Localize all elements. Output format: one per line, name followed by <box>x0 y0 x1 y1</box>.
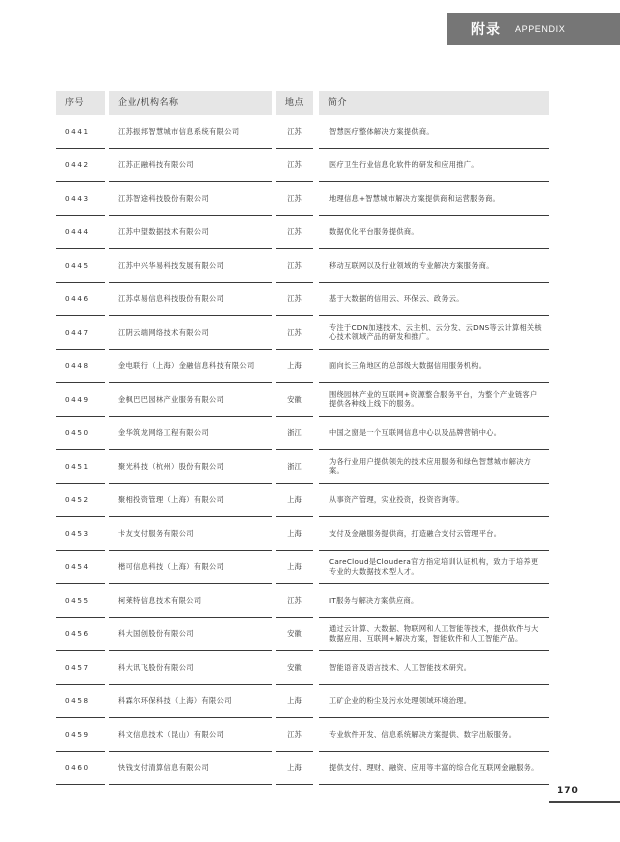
table-row <box>56 350 549 384</box>
row-description: CareCloud是Cloudera官方指定培训认证机构，致力于培养更专业的大数据技术型人才。 <box>319 551 549 585</box>
row-description: 专注于CDN加速技术、云主机、云分发、云DNS等云计算相关核心技术领域产品的研发和推广。 <box>319 316 549 350</box>
row-seq: 0448 <box>56 350 105 384</box>
page-number-rule <box>549 801 620 803</box>
row-company-name: 科文信息技术（昆山）有限公司 <box>109 718 272 752</box>
row-company-name: 金华筑龙网络工程有限公司 <box>109 417 272 451</box>
table-body <box>56 115 549 785</box>
table-row <box>56 383 549 417</box>
row-company-name: 科霖尔环保科技（上海）有限公司 <box>109 685 272 719</box>
row-company-name: 科大讯飞股份有限公司 <box>109 651 272 685</box>
row-description: 围绕园林产业的互联网+资源整合服务平台，为整个产业链客户提供各种线上线下的服务。 <box>319 383 549 417</box>
row-company-name: 江苏振邦智慧城市信息系统有限公司 <box>109 115 272 149</box>
row-seq: 0456 <box>56 618 105 652</box>
table-row <box>56 517 549 551</box>
table-row <box>56 182 549 216</box>
row-company-name: 卡友支付服务有限公司 <box>109 517 272 551</box>
row-company-name: 江苏中望数据技术有限公司 <box>109 216 272 250</box>
row-description: 移动互联网以及行业领域的专业解决方案服务商。 <box>319 249 549 283</box>
header-description: 简介 <box>319 91 549 115</box>
row-description: 智慧医疗整体解决方案提供商。 <box>319 115 549 149</box>
row-seq: 0458 <box>56 685 105 719</box>
company-table <box>56 91 549 785</box>
row-seq: 0444 <box>56 216 105 250</box>
row-location: 安徽 <box>276 618 313 652</box>
row-location: 安徽 <box>276 383 313 417</box>
appendix-title-cn: 附录 <box>471 22 501 38</box>
row-location: 浙江 <box>276 417 313 451</box>
row-description: 数据优化平台服务提供商。 <box>319 216 549 250</box>
row-seq: 0452 <box>56 484 105 518</box>
header-seq: 序号 <box>56 91 105 115</box>
row-description: 通过云计算、大数据、物联网和人工智能等技术，提供软件与大数据应用、互联网+解决方案，智能软件和人工智能产品。 <box>319 618 549 652</box>
row-company-name: 江阴云端网络技术有限公司 <box>109 316 272 350</box>
table-row <box>56 249 549 283</box>
table-row <box>56 551 549 585</box>
table-row <box>56 685 549 719</box>
row-location: 上海 <box>276 484 313 518</box>
row-description: 提供支付、理财、融资、应用等丰富的综合化互联网金融服务。 <box>319 752 549 786</box>
row-location: 上海 <box>276 350 313 384</box>
table-row <box>56 484 549 518</box>
row-location: 江苏 <box>276 718 313 752</box>
table-row <box>56 216 549 250</box>
row-company-name: 金电联行（上海）金融信息科技有限公司 <box>109 350 272 384</box>
row-location: 江苏 <box>276 149 313 183</box>
row-seq: 0451 <box>56 450 105 484</box>
row-seq: 0443 <box>56 182 105 216</box>
table-row <box>56 417 549 451</box>
row-description: 医疗卫生行业信息化软件的研发和应用推广。 <box>319 149 549 183</box>
appendix-title-en: APPENDIX <box>515 24 566 34</box>
table-row <box>56 584 549 618</box>
row-seq: 0447 <box>56 316 105 350</box>
row-location: 江苏 <box>276 316 313 350</box>
table-row <box>56 115 549 149</box>
table-header <box>56 91 549 115</box>
row-company-name: 聚光科技（杭州）股份有限公司 <box>109 450 272 484</box>
row-company-name: 楷可信息科技（上海）有限公司 <box>109 551 272 585</box>
row-description: 从事资产管理，实业投资，投资咨询等。 <box>319 484 549 518</box>
header-name: 企业/机构名称 <box>109 91 272 115</box>
row-company-name: 江苏智途科技股份有限公司 <box>109 182 272 216</box>
page-number: 170 <box>557 786 579 796</box>
row-description: 智能语音及语言技术、人工智能技术研究。 <box>319 651 549 685</box>
row-location: 上海 <box>276 752 313 786</box>
row-seq: 0459 <box>56 718 105 752</box>
row-company-name: 江苏卓易信息科技股份有限公司 <box>109 283 272 317</box>
row-location: 浙江 <box>276 450 313 484</box>
table-row <box>56 450 549 484</box>
row-description: 地理信息+智慧城市解决方案提供商和运营服务商。 <box>319 182 549 216</box>
table-row <box>56 718 549 752</box>
row-seq: 0446 <box>56 283 105 317</box>
row-seq: 0442 <box>56 149 105 183</box>
row-seq: 0445 <box>56 249 105 283</box>
appendix-header-tab <box>447 13 620 45</box>
row-description: IT服务与解决方案供应商。 <box>319 584 549 618</box>
row-seq: 0450 <box>56 417 105 451</box>
row-company-name: 江苏正融科技有限公司 <box>109 149 272 183</box>
row-location: 上海 <box>276 551 313 585</box>
table-row <box>56 752 549 786</box>
row-location: 江苏 <box>276 216 313 250</box>
row-location: 江苏 <box>276 584 313 618</box>
row-company-name: 江苏中兴华易科技发展有限公司 <box>109 249 272 283</box>
row-description: 中国之窗是一个互联网信息中心以及品牌营销中心。 <box>319 417 549 451</box>
row-seq: 0460 <box>56 752 105 786</box>
table-row <box>56 618 549 652</box>
row-location: 江苏 <box>276 249 313 283</box>
row-location: 上海 <box>276 517 313 551</box>
table-row <box>56 283 549 317</box>
row-company-name: 聚相投资管理（上海）有限公司 <box>109 484 272 518</box>
row-description: 专业软件开发、信息系统解决方案提供、数字出版服务。 <box>319 718 549 752</box>
row-description: 支付及金融服务提供商，打造融合支付云管理平台。 <box>319 517 549 551</box>
row-location: 上海 <box>276 685 313 719</box>
row-company-name: 快钱支付清算信息有限公司 <box>109 752 272 786</box>
row-seq: 0457 <box>56 651 105 685</box>
row-location: 江苏 <box>276 115 313 149</box>
row-company-name: 科大国创股份有限公司 <box>109 618 272 652</box>
row-seq: 0441 <box>56 115 105 149</box>
row-description: 为各行业用户提供领先的技术应用服务和绿色智慧城市解决方案。 <box>319 450 549 484</box>
row-description: 工矿企业的粉尘及污水处理领域环境治理。 <box>319 685 549 719</box>
row-location: 江苏 <box>276 283 313 317</box>
header-location: 地点 <box>276 91 313 115</box>
row-seq: 0454 <box>56 551 105 585</box>
row-seq: 0453 <box>56 517 105 551</box>
row-seq: 0455 <box>56 584 105 618</box>
row-company-name: 金枫巴巴园林产业服务有限公司 <box>109 383 272 417</box>
row-description: 面向长三角地区的总部级大数据信用服务机构。 <box>319 350 549 384</box>
row-location: 安徽 <box>276 651 313 685</box>
row-company-name: 柯莱特信息技术有限公司 <box>109 584 272 618</box>
table-row <box>56 651 549 685</box>
row-description: 基于大数据的信用云、环保云、政务云。 <box>319 283 549 317</box>
table-row <box>56 316 549 350</box>
row-seq: 0449 <box>56 383 105 417</box>
table-row <box>56 149 549 183</box>
row-location: 江苏 <box>276 182 313 216</box>
